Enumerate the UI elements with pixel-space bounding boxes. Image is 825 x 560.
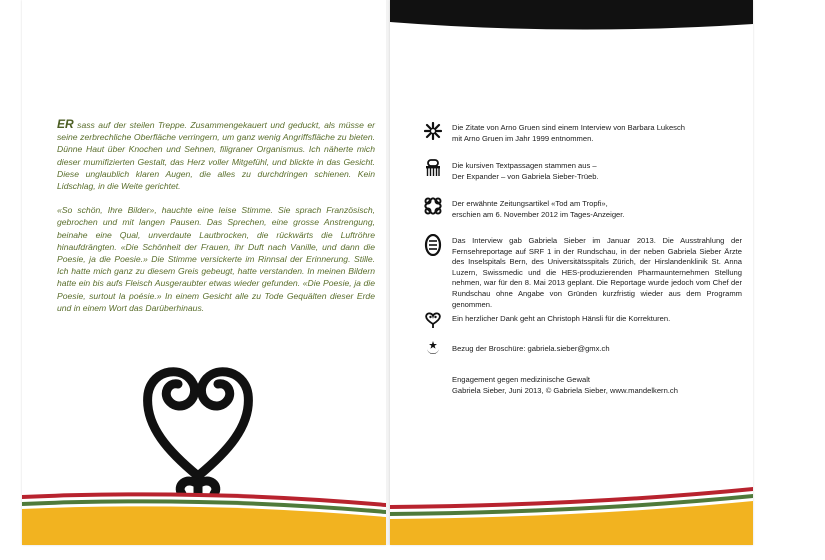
note-line: Die kursiven Textpassagen stammen aus – xyxy=(452,161,597,170)
black-band-top xyxy=(390,0,753,40)
oval-adinkra-icon xyxy=(424,234,442,256)
note-line: mit Arno Gruen im Jahr 1999 entnommen. xyxy=(452,133,594,143)
note-thanks xyxy=(452,314,742,325)
story-paragraph-1-text: sass auf der steilen Treppe. Zusammengekauert und geduckt, als müsse er seine zerbrechliche Oberfläche verringern, um ganz wenig Angriffsfläche zu bieten. Dünne Haut über Knochen und Sehnen, filigraner Organismus. Ich näherte mich dieser mumifizierten Gestalt, das Herz voller Mitgefühl, und blickte in das Gesicht. Diese unglaublich klaren Augen, die alles zu durchdringen schienen. Kein Lidschlag, in die Weite gerichtet. xyxy=(57,120,375,192)
note-italic-sources xyxy=(452,161,742,182)
note-quotes xyxy=(452,123,742,144)
note-newspaper xyxy=(452,199,742,220)
story-paragraph-1 xyxy=(57,118,375,192)
knot-adinkra-icon xyxy=(424,197,442,215)
moon-star-adinkra-icon xyxy=(424,340,442,358)
stripes-right xyxy=(390,485,753,545)
note-line: Bezug der Broschüre: gabriela.sieber@gmx.ch xyxy=(452,344,610,353)
note-line: Der erwähnte Zeitungsartikel «Tod am Tropfi», xyxy=(452,199,608,208)
note-line: Die Zitate von Arno Gruen sind einem Interview von Barbara Lukesch xyxy=(452,123,685,132)
asterisk-adinkra-icon xyxy=(424,122,442,140)
left-page xyxy=(22,0,386,545)
note-interview xyxy=(452,236,742,310)
footer-credits xyxy=(452,375,742,396)
drop-cap: ER xyxy=(57,117,74,131)
story-text xyxy=(57,118,375,326)
comb-adinkra-icon xyxy=(424,159,442,177)
note-contact xyxy=(452,344,742,355)
note-line: Der Expander – von Gabriela Sieber-Trüeb. xyxy=(452,171,599,181)
footer-line: Engagement gegen medizinische Gewalt xyxy=(452,375,591,384)
story-paragraph-2: «So schön, Ihre Bilder», hauchte eine leise Stimme. Sie sprach Französisch, gebrochen und mit langen Pausen. Das Sprechen, eine grosse Anstrengung, beinahe eine Qual, unverdaute Lautbrocken, die rückwärts die Luftröhre hinaufdrängten. «Die Schönheit der Frauen, ihr Duft nach Vanille, und dann die Poesie, ja die Poesie.» Die Stimme versickerte im Rinnsal der Erinnerung. Stille. Ich hatte mich ganz zu diesem Greis gebeugt, hatte verstanden. In meinen Bildern hatte ein bis aufs Fleisch Ausgeraubter etwas wieder gefunden. «Die Poesie, ja die Poesie, surtout la poésie.» In einem Gesicht alle zu Tode Gequälten dieser Erde und in einem Wort das Darüberhinaus. xyxy=(57,205,375,313)
right-page xyxy=(390,0,753,545)
heart-adinkra-icon xyxy=(424,311,442,329)
stripes-left xyxy=(22,485,386,545)
footer-line: Gabriela Sieber, Juni 2013, © Gabriela Sieber, www.mandelkern.ch xyxy=(452,385,678,395)
note-line: erschien am 6. November 2012 im Tages-Anzeiger. xyxy=(452,209,625,219)
note-paragraph: Das Interview gab Gabriela Sieber im Januar 2013. Die Ausstrahlung der Fernsehreportage auf SRF 1 in der Rundschau, in der neben Gabriela Sieber Ärzte des Inselspitals Bern, des Universitätsspitals Zürich, der Hirslandenklinik St. Anna Luzern, Swissmedic und die HES-produzierenden Pharmaunternehmen Stellung nehmen, war für den 8. Mai 2013 geplant. Die Reportage wurde jedoch vom Chef der Rundschau ohne Angabe von Gründen kurzfristig wieder aus dem Programm genommen. xyxy=(452,236,742,309)
note-line: Ein herzlicher Dank geht an Christoph Hänsli für die Korrekturen. xyxy=(452,314,671,323)
